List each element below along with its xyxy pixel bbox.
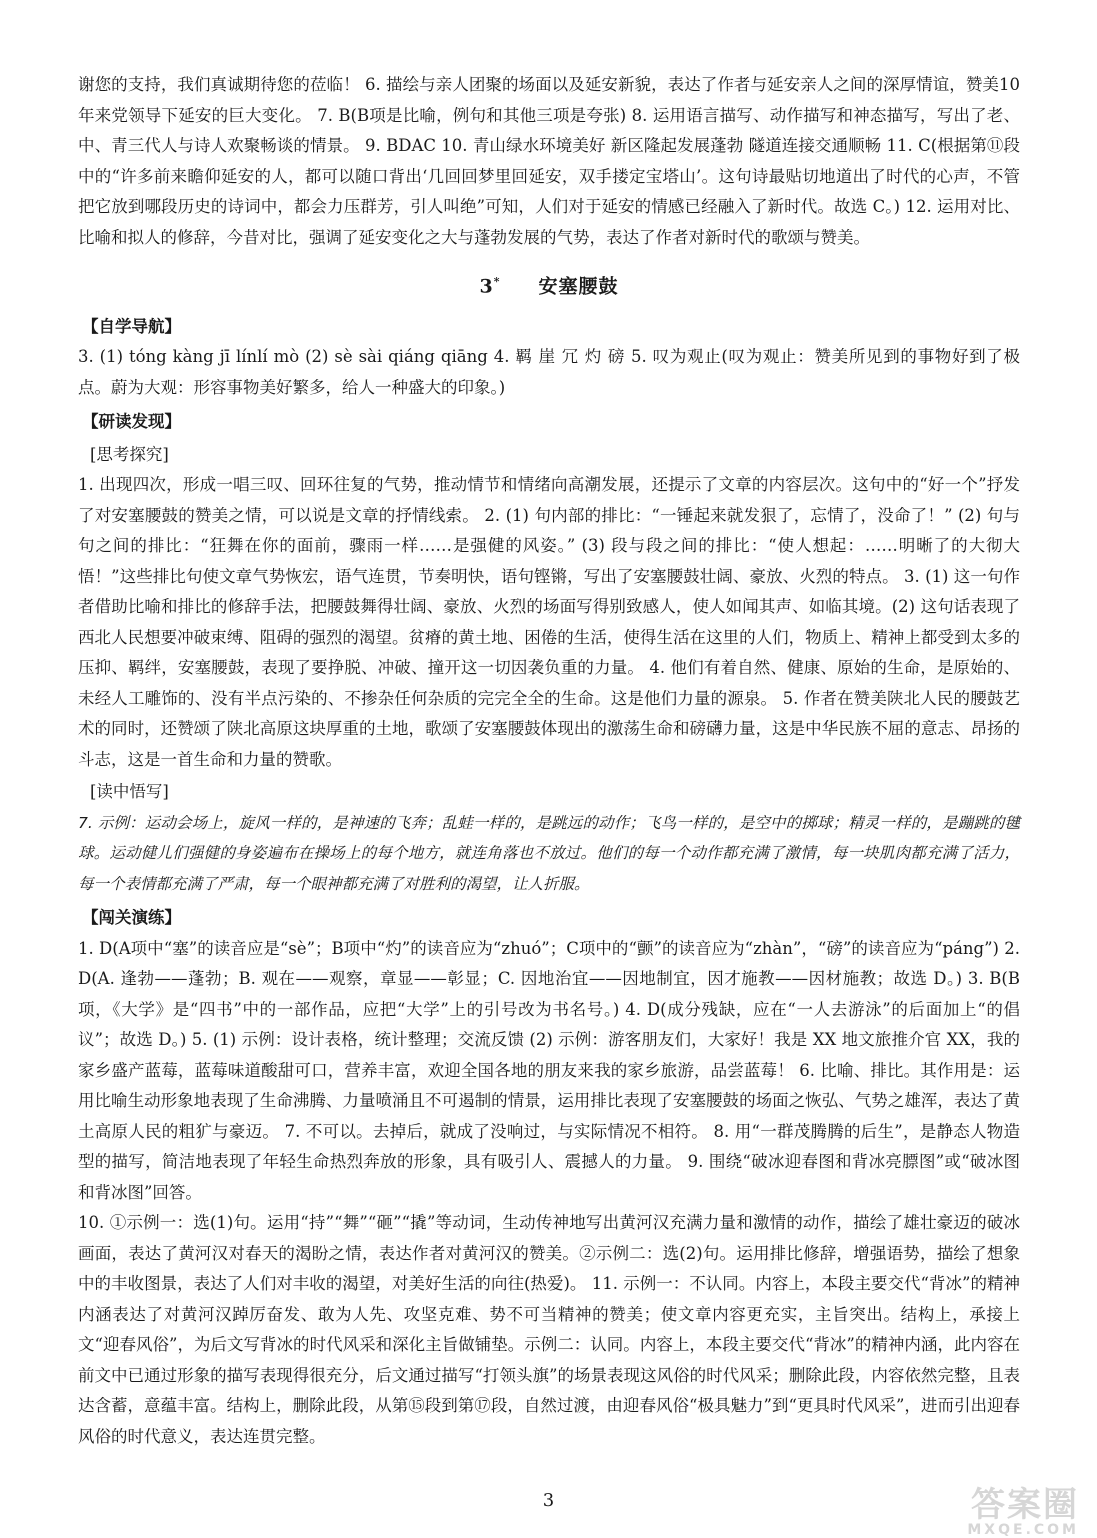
think-explore-label: [思考探究] bbox=[90, 444, 169, 464]
page-number: 3 bbox=[542, 1490, 555, 1511]
watermark-site-text: MXQE.COM bbox=[967, 1522, 1079, 1538]
lesson-title bbox=[78, 267, 1020, 302]
self-study-text: 3. (1) tóng kàng jī línlí mò (2) sè sài qiáng qiāng 4. 羁 崖 冗 灼 磅 5. 叹为观止(叹为观止：赞美所见到的事物好到了极点。蔚为大观：形容事物美好繁多，给人一种盛大的印象。) bbox=[78, 347, 1020, 397]
watermark-logo bbox=[967, 1485, 1079, 1538]
read-write-label: [读中悟写] bbox=[90, 782, 169, 802]
page-content bbox=[78, 70, 1020, 1452]
lesson-star: * bbox=[493, 275, 501, 288]
practice-text-continued: 10. ①示例一：选(1)句。运用“持”“舞”“砸”“撬”等动词，生动传神地写出黄河汉充满力量和激情的动作，描绘了雄壮豪迈的破冰画面，表达了黄河汉对春天的渴盼之情，表达作者对黄河汉的赞美。②示例二：选(2)句。运用排比修辞，增强语势，描绘了想象中的丰收图景，表达了人们对丰收的渴望，对美好生活的向往(热爱)。 11. 示例一：不认同。内容上，本段主要交代“背冰”的精神内涵表达了对黄河汉踔厉奋发、敢为人先、攻坚克难、势不可当精神的赞美；使文章内容更充实，主旨突出。结构上，承接上文“迎春风俗”，为后文写背冰的时代风采和深化主旨做铺垫。示例二：认同。内容上，本段主要交代“背冰”的精神内涵，此内容在前文中已通过形象的描写表现得很充分，后文通过描写“打领头旗”的场景表现这风俗的时代风采；删除此段，内容依然完整，且表达含蓄，意蕴丰富。结构上，删除此段，从第⑮段到第⑰段，自然过渡，由迎春风俗“极具魅力”到“更具时代风采”，进而引出迎春风俗的时代意义，表达连贯完整。 bbox=[78, 1213, 1020, 1446]
study-discovery-heading: 【研读发现】 bbox=[82, 412, 181, 432]
watermark-logo-text: 答案圈 bbox=[971, 1485, 1079, 1525]
self-study-heading: 【自学导航】 bbox=[82, 316, 181, 336]
practice-text: 1. D(A项中“塞”的读音应是“sè”；B项中“灼”的读音应为“zhuó”；C项中的“颤”的读音应为“zhàn”，“磅”的读音应为“páng”) 2. D(A. 逢勃——蓬勃；B. 观在——观察，章显——彰显；C. 因地治宜——因地制宜，因才施教——因材施教；故选 D。) 3. B(B项，《大学》是“四书”中的一部作品，应把“大学”上的引号改为书名号。) 4. D(成分残缺，应在“一人去游泳”的后面加上“的倡议”；故选 D。) 5. (1) 示例：设计表格，统计整理；交流反馈 (2) 示例：游客朋友们，大家好！我是 XX 地文旅推介官 XX，我的家乡盛产蓝莓，蓝莓味道酸甜可口，营养丰富，欢迎全国各地的朋友来我的家乡旅游，品尝蓝莓！ 6. 比喻、排比。其作用是：运用比喻生动形象地表现了生命沸腾、力量喷涌且不可遏制的情景，运用排比表现了安塞腰鼓的场面之恢弘、气势之雄浑，表达了黄土高原人民的粗犷与豪迈。 7. 不可以。去掉后，就成了没响过，与实际情况不相符。 8. 用“一群茂腾腾的后生”，是静态人物造型的描写，简洁地表现了年轻生命热烈奔放的形象，具有吸引人、震撼人的力量。 9. 围绕“破冰迎春图和背冰亮膘图”或“破冰图和背冰图”回答。 bbox=[78, 938, 1020, 1202]
lesson-number: 3 bbox=[479, 275, 494, 298]
lesson-title-text: 安塞腰鼓 bbox=[538, 275, 619, 298]
read-write-text: 7. 示例：运动会场上，旋风一样的，是神速的飞奔；乱蛙一样的，是跳远的动作；飞鸟一样的，是空中的掷球；精灵一样的，是蹦跳的毽球。运动健儿们强健的身姿遍布在操场上的每个地方，就连角落也不放过。他们的每一个动作都充满了激情，每一块肌肉都充满了活力，每一个表情都充满了严肃，每一个眼神都充满了对胜利的渴望，让人折服。 bbox=[78, 813, 1020, 893]
think-explore-text: 1. 出现四次，形成一唱三叹、回环往复的气势，推动情节和情绪向高潮发展，还提示了文章的内容层次。这句中的“好一个”抒发了对安塞腰鼓的赞美之情，可以说是文章的抒情线索。 2. (1) 句内部的排比：“一锤起来就发狠了，忘情了，没命了！” (2) 句与句之间的排比：“狂舞在你的面前，骤雨一样……是强健的风姿。” (3) 段与段之间的排比：“使人想起：……明晰了的大彻大悟！”这些排比句使文章气势恢宏，语气连贯，节奏明快，语句铿锵，写出了安塞腰鼓壮阔、豪放、火烈的特点。 3. (1) 这一句作者借助比喻和排比的修辞手法，把腰鼓舞得壮阔、豪放、火烈的场面写得别致感人，使人如闻其声、如临其境。(2) 这句话表现了西北人民想要冲破束缚、阻碍的强烈的渴望。贫瘠的黄土地、困倦的生活，使得生活在这里的人们，物质上、精神上都受到太多的压抑、羁绊，安塞腰鼓，表现了要挣脱、冲破、撞开这一切因袭负重的力量。 4. 他们有着自然、健康、原始的生命，是原始的、未经人工雕饰的、没有半点污染的、不掺杂任何杂质的完完全全的生命。这是他们力量的源泉。 5. 作者在赞美陕北人民的腰鼓艺术的同时，还赞颂了陕北高原这块厚重的土地，歌颂了安塞腰鼓体现出的激荡生命和磅礴力量，这是中华民族不屈的意志、昂扬的斗志，这是一首生命和力量的赞歌。 bbox=[78, 475, 1020, 769]
intro-paragraph: 谢您的支持，我们真诚期待您的莅临！ 6. 描绘与亲人团聚的场面以及延安新貌，表达了作者与延安亲人之间的深厚情谊，赞美10年来党领导下延安的巨大变化。 7. B(B项是比喻，例句和其他三项是夸张) 8. 运用语言描写、动作描写和神态描写，写出了老、中、青三代人与诗人欢聚畅谈的情景。 9. BDAC 10. 青山绿水环境美好 新区隆起发展蓬勃 隧道连接交通顺畅 11. C(根据第⑪段中的“许多前来瞻仰延安的人，都可以随口背出‘几回回梦里回延安，双手搂定宝塔山’。这句诗最贴切地道出了时代的心声，不管把它放到哪段历史的诗词中，都会力压群芳，引人叫绝”可知，人们对于延安的情感已经融入了新时代。故选 C。) 12. 运用对比、比喻和拟人的修辞，今昔对比，强调了延安变化之大与蓬勃发展的气势，表达了作者对新时代的歌颂与赞美。 bbox=[78, 75, 1020, 247]
practice-heading: 【闯关演练】 bbox=[82, 908, 181, 928]
